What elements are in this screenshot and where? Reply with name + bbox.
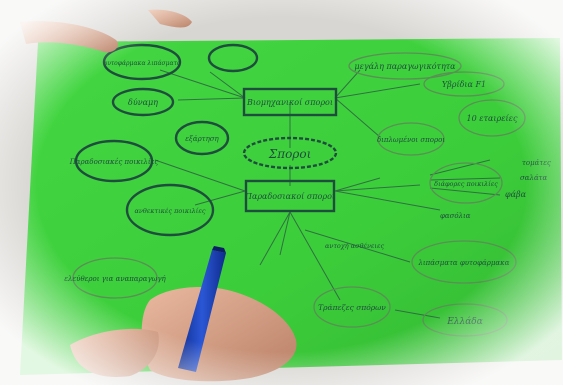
photo-scene <box>0 0 563 385</box>
scene-drawing <box>0 0 563 385</box>
photo-vignette <box>0 0 563 385</box>
